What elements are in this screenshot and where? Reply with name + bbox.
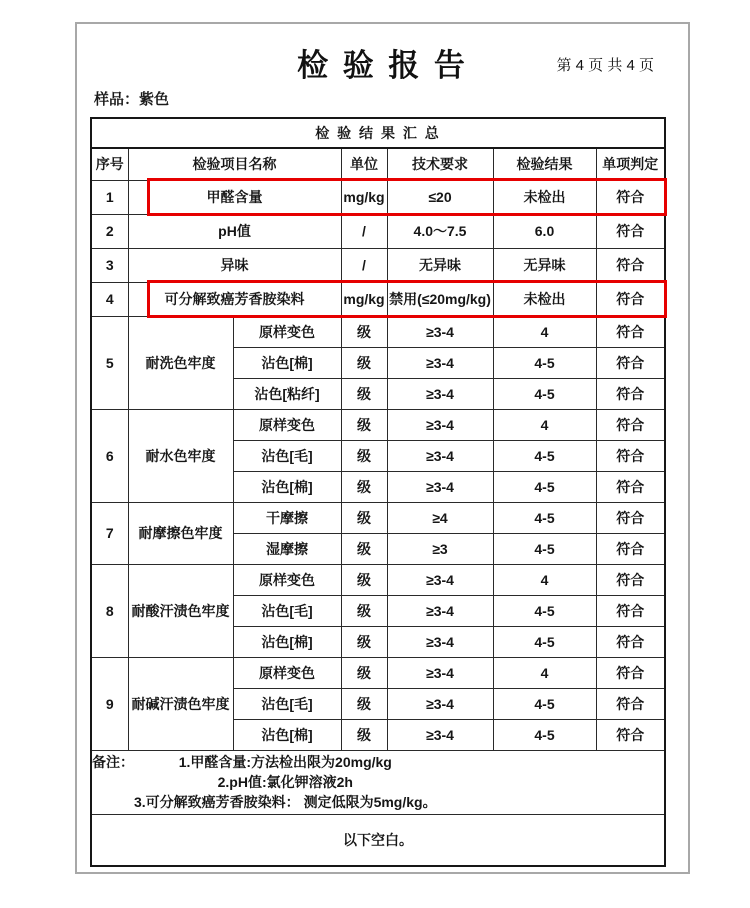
cell-unit: 级 [341,533,387,564]
cell-judgment: 符合 [596,282,665,316]
cell-requirement: ≥3 [387,533,493,564]
cell-item: 甲醛含量 [128,180,341,214]
table-row [91,248,665,282]
cell-no: 1 [91,180,128,214]
cell-no: 4 [91,282,128,316]
cell-item: 异味 [128,248,341,282]
cell-result: 4-5 [493,595,596,626]
results-table [90,117,666,867]
cell-unit: 级 [341,626,387,657]
cell-requirement: ≥3-4 [387,378,493,409]
report-header [77,24,688,83]
cell-no: 7 [91,502,128,564]
cell-unit: 级 [341,595,387,626]
cell-sub-item: 沾色[棉] [233,347,341,378]
cell-no: 6 [91,409,128,502]
cell-judgment: 符合 [596,471,665,502]
cell-no: 2 [91,214,128,248]
cell-judgment: 符合 [596,688,665,719]
note-line: 2.pH值:氯化钾溶液2h [217,774,353,790]
header-judgment: 单项判定 [596,148,665,180]
cell-unit: 级 [341,688,387,719]
cell-sub-item: 原样变色 [233,316,341,347]
cell-result: 未检出 [493,180,596,214]
table-title-row [91,118,665,148]
cell-requirement: ≤20 [387,180,493,214]
header-result: 检验结果 [493,148,596,180]
cell-judgment: 符合 [596,409,665,440]
cell-group-name: 耐洗色牢度 [128,316,233,409]
cell-group-name: 耐摩擦色牢度 [128,502,233,564]
cell-result: 4-5 [493,688,596,719]
cell-judgment: 符合 [596,719,665,750]
cell-unit: 级 [341,564,387,595]
cell-group-name: 耐酸汗渍色牢度 [128,564,233,657]
cell-unit: 级 [341,657,387,688]
blank-note: 以下空白。 [91,814,665,866]
cell-sub-item: 沾色[粘纤] [233,378,341,409]
cell-requirement: ≥3-4 [387,657,493,688]
cell-judgment: 符合 [596,626,665,657]
cell-result: 4-5 [493,378,596,409]
cell-requirement: ≥3-4 [387,564,493,595]
table-row [91,214,665,248]
cell-group-name: 耐碱汗渍色牢度 [128,657,233,750]
cell-unit: 级 [341,440,387,471]
cell-result: 4 [493,316,596,347]
cell-sub-item: 原样变色 [233,409,341,440]
cell-result: 4-5 [493,471,596,502]
cell-judgment: 符合 [596,533,665,564]
cell-requirement: 无异味 [387,248,493,282]
cell-judgment: 符合 [596,316,665,347]
report-sheet [75,22,690,874]
cell-unit: 级 [341,347,387,378]
cell-requirement: ≥3-4 [387,595,493,626]
cell-judgment: 符合 [596,564,665,595]
notes-row [91,750,665,814]
cell-judgment: 符合 [596,347,665,378]
cell-sub-item: 沾色[棉] [233,719,341,750]
cell-requirement: ≥3-4 [387,440,493,471]
cell-requirement: ≥3-4 [387,409,493,440]
cell-result: 无异味 [493,248,596,282]
cell-judgment: 符合 [596,214,665,248]
cell-sub-item: 沾色[毛] [233,688,341,719]
cell-sub-item: 沾色[棉] [233,626,341,657]
cell-result: 4-5 [493,533,596,564]
page-title: 检 验 报 告 [297,48,468,83]
cell-judgment: 符合 [596,378,665,409]
cell-unit: 级 [341,471,387,502]
table-row [91,657,665,688]
cell-sub-item: 沾色[毛] [233,595,341,626]
notes-label: 备注： [92,754,134,770]
table-header-row [91,148,665,180]
table-row [91,564,665,595]
table-row [91,282,665,316]
cell-requirement: ≥3-4 [387,347,493,378]
cell-sub-item: 原样变色 [233,657,341,688]
note-line: 3.可分解致癌芳香胺染料： 测定低限为5mg/kg。 [134,794,437,810]
cell-requirement: ≥3-4 [387,316,493,347]
cell-judgment: 符合 [596,657,665,688]
header-unit: 单位 [341,148,387,180]
cell-no: 9 [91,657,128,750]
cell-unit: 级 [341,316,387,347]
cell-requirement: 禁用(≤20mg/kg) [387,282,493,316]
cell-result: 4 [493,409,596,440]
cell-judgment: 符合 [596,502,665,533]
cell-requirement: 4.0～7.5 [387,214,493,248]
cell-requirement: ≥4 [387,502,493,533]
cell-result: 4-5 [493,719,596,750]
cell-unit: 级 [341,719,387,750]
cell-group-name: 耐水色牢度 [128,409,233,502]
table-row [91,316,665,347]
cell-no: 5 [91,316,128,409]
cell-unit: / [341,248,387,282]
notes-lines [134,752,437,812]
page-number: 第 4 页 共 4 页 [556,57,654,74]
cell-unit: 级 [341,409,387,440]
table-row [91,502,665,533]
cell-no: 3 [91,248,128,282]
cell-judgment: 符合 [596,248,665,282]
note-line: 1.甲醛含量:方法检出限为20mg/kg [178,754,392,770]
cell-item: pH值 [128,214,341,248]
cell-judgment: 符合 [596,595,665,626]
cell-sub-item: 干摩擦 [233,502,341,533]
cell-judgment: 符合 [596,180,665,214]
cell-unit: 级 [341,378,387,409]
blank-row [91,814,665,866]
cell-unit: mg/kg [341,282,387,316]
cell-result: 4-5 [493,626,596,657]
sample-label: 样品：紫色 [94,91,170,108]
cell-sub-item: 沾色[棉] [233,471,341,502]
cell-result: 6.0 [493,214,596,248]
cell-requirement: ≥3-4 [387,688,493,719]
cell-requirement: ≥3-4 [387,626,493,657]
cell-result: 4-5 [493,347,596,378]
cell-unit: 级 [341,502,387,533]
cell-sub-item: 原样变色 [233,564,341,595]
cell-item: 可分解致癌芳香胺染料 [128,282,341,316]
header-item: 检验项目名称 [128,148,341,180]
cell-result: 4 [493,657,596,688]
table-row [91,180,665,214]
cell-requirement: ≥3-4 [387,719,493,750]
table-row [91,409,665,440]
header-no: 序号 [91,148,128,180]
cell-judgment: 符合 [596,440,665,471]
cell-unit: / [341,214,387,248]
notes-cell [91,750,665,814]
table-title: 检 验 结 果 汇 总 [91,118,665,148]
cell-unit: mg/kg [341,180,387,214]
cell-sub-item: 湿摩擦 [233,533,341,564]
cell-result: 4-5 [493,502,596,533]
cell-result: 未检出 [493,282,596,316]
cell-sub-item: 沾色[毛] [233,440,341,471]
cell-no: 8 [91,564,128,657]
cell-result: 4 [493,564,596,595]
cell-result: 4-5 [493,440,596,471]
header-requirement: 技术要求 [387,148,493,180]
cell-requirement: ≥3-4 [387,471,493,502]
